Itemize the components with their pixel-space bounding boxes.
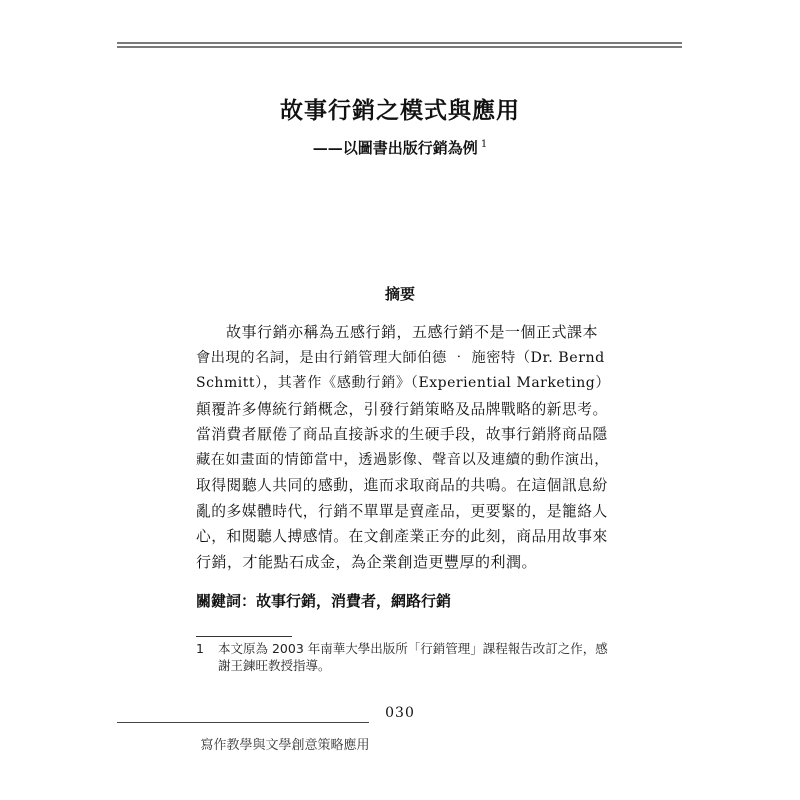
keywords: 關鍵詞：故事行銷，消費者，網路行銷 [196, 592, 452, 610]
abstract-line: 心，和閱聽人搏感情。在文創產業正夯的此刻，商品用故事來 [196, 528, 608, 545]
page-number: 030 [385, 705, 415, 721]
abstract-line: 顛覆許多傳統行銷概念，引發行銷策略及品牌戰略的新思考。 [196, 400, 608, 418]
abstract-line: 會出現的名詞，是由行銷管理大師伯德 ‧ 施密特（Dr. Bernd [196, 349, 605, 366]
footnote [196, 640, 616, 674]
abstract-line: Schmitt），其著作《感動行銷》（Experiential Marketing） [196, 375, 610, 391]
abstract-line: 當消費者厭倦了商品直接訴求的生硬手段，故事行銷將商品隱 [196, 426, 608, 443]
running-footer: 寫作教學與文學創意策略應用 [200, 738, 370, 753]
abstract-line: 故事行銷亦稱為五感行銷，五感行銷不是一個正式課本 [226, 323, 599, 341]
abstract-line: 藏在如畫面的情節當中，透過影像、聲音以及連續的動作演出， [196, 451, 610, 468]
footnote-divider [196, 636, 292, 637]
abstract-line: 取得閱聽人共同的感動，進而求取商品的共鳴。在這個訊息紛 [196, 477, 608, 494]
subtitle-text: ——以圖書出版行銷為例 [312, 139, 478, 157]
abstract-line: 行銷，才能點石成金，為企業創造更豐厚的利潤。 [196, 552, 538, 571]
abstract-heading: 摘要 [384, 285, 415, 303]
abstract-body [196, 320, 610, 575]
abstract-line: 亂的多媒體時代，行銷不單單是賣產品，更要緊的，是籠絡人 [196, 502, 608, 520]
footnote-reference[interactable]: 1 [480, 139, 488, 150]
header-double-rule [117, 42, 682, 48]
footnote-text: 本文原為 2003 年南華大學出版所「行銷管理」課程報告改訂之作，感謝王鍊旺教授指導。 [218, 641, 608, 673]
footnote-number: 1 [196, 641, 204, 656]
article-title: 故事行銷之模式與應用 [280, 97, 520, 124]
article-subtitle [0, 137, 800, 158]
footer-rule [117, 722, 369, 723]
